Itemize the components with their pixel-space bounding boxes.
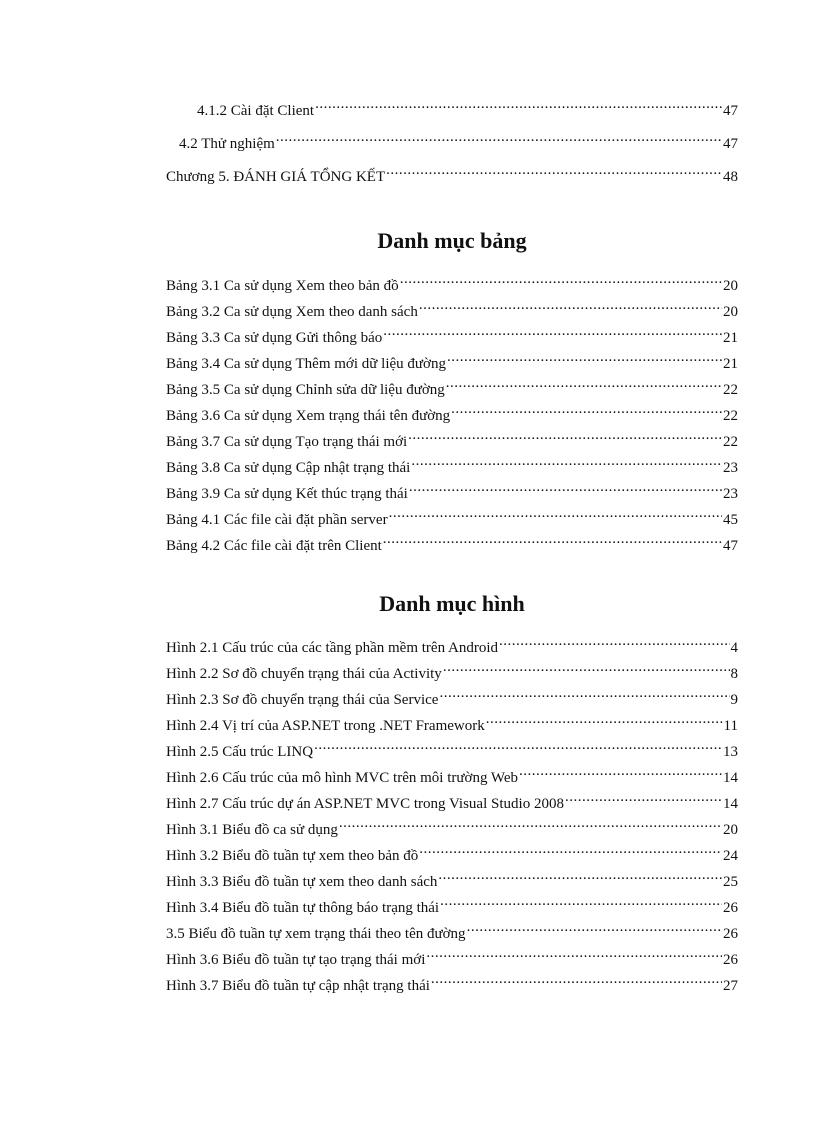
- leader-dots: [276, 126, 722, 148]
- figure-entry[interactable]: [166, 682, 738, 708]
- figure-entry-page: 24: [723, 848, 738, 864]
- figure-entry-page: 27: [723, 978, 738, 994]
- toc-entry-page: 47: [723, 103, 738, 119]
- figure-entry-label: Hình 2.1 Cấu trúc của các tầng phần mềm trên Android: [166, 640, 498, 656]
- figure-entry-page: 25: [723, 874, 738, 890]
- figure-entry-label: Hình 2.6 Cấu trúc của mô hình MVC trên môi trường Web: [166, 770, 519, 786]
- toc-entry-label: 4.1.2 Cài đặt Client: [197, 103, 315, 119]
- figure-entry-label: Hình 3.1 Biểu đồ ca sử dụng: [166, 822, 338, 838]
- leader-dots: [409, 476, 722, 498]
- leader-dots: [408, 424, 722, 446]
- leader-dots: [419, 294, 722, 316]
- table-entry-page: 21: [723, 356, 738, 372]
- figure-entry-page: 20: [723, 822, 738, 838]
- toc-entry[interactable]: [197, 93, 738, 119]
- figure-entry[interactable]: [166, 812, 738, 838]
- table-entry-page: 20: [723, 278, 738, 294]
- table-entry-label: Bảng 4.1 Các file cài đặt phần server: [166, 512, 388, 528]
- table-entry-page: 23: [723, 460, 738, 476]
- figure-entry-label: Hình 2.2 Sơ đồ chuyển trạng thái của Activity: [166, 666, 442, 682]
- leader-dots: [565, 786, 722, 808]
- table-entry-page: 22: [723, 382, 738, 398]
- leader-dots: [486, 708, 723, 730]
- figure-entry[interactable]: [166, 942, 738, 968]
- table-entry-page: 20: [723, 304, 738, 320]
- table-entry[interactable]: [166, 320, 738, 346]
- figures-section-title: Danh mục hình: [379, 591, 525, 616]
- table-entry-page: 22: [723, 434, 738, 450]
- figure-entry[interactable]: [166, 760, 738, 786]
- figure-entry-label: Hình 2.4 Vị trí của ASP.NET trong .NET Framework: [166, 718, 485, 734]
- figure-entry-page: 13: [723, 744, 738, 760]
- toc-entry-page: 48: [723, 169, 738, 185]
- table-entry-page: 23: [723, 486, 738, 502]
- table-entry-page: 45: [723, 512, 738, 528]
- table-entry-label: Bảng 3.5 Ca sử dụng Chỉnh sửa dữ liệu đường: [166, 382, 445, 398]
- figure-entry-page: 4: [730, 640, 738, 656]
- table-entry-label: Bảng 3.3 Ca sử dụng Gửi thông báo: [166, 330, 383, 346]
- tables-section-title: Danh mục bảng: [377, 228, 527, 253]
- figure-entry-label: Hình 3.6 Biểu đồ tuần tự tạo trạng thái mới: [166, 952, 426, 968]
- leader-dots: [314, 734, 722, 756]
- leader-dots: [440, 890, 722, 912]
- figure-entry-page: 14: [723, 770, 738, 786]
- table-entry[interactable]: [166, 372, 738, 398]
- table-entry-page: 47: [723, 538, 738, 554]
- toc-entry-page: 47: [723, 136, 738, 152]
- leader-dots: [383, 528, 722, 550]
- figure-entry[interactable]: [166, 968, 738, 994]
- table-entry-label: Bảng 3.6 Ca sử dụng Xem trạng thái tên đường: [166, 408, 451, 424]
- toc-entry[interactable]: [166, 159, 738, 185]
- figure-entry[interactable]: [166, 734, 738, 760]
- figure-entry[interactable]: [166, 656, 738, 682]
- figure-entry-page: 11: [723, 718, 738, 734]
- leader-dots: [389, 502, 722, 524]
- table-entry[interactable]: [166, 346, 738, 372]
- table-entry-page: 21: [723, 330, 738, 346]
- figure-entry-label: Hình 3.4 Biểu đồ tuần tự thông báo trạng thái: [166, 900, 440, 916]
- figure-entry-page: 26: [723, 952, 738, 968]
- leader-dots: [467, 916, 722, 938]
- figure-entry-page: 9: [730, 692, 738, 708]
- figure-entry[interactable]: [166, 916, 738, 942]
- figure-entry[interactable]: [166, 708, 738, 734]
- table-entry[interactable]: [166, 294, 738, 320]
- leader-dots: [339, 812, 722, 834]
- figure-entry-label: Hình 3.7 Biểu đồ tuần tự cập nhật trạng thái: [166, 978, 430, 994]
- table-entry[interactable]: [166, 398, 738, 424]
- figure-entry[interactable]: [166, 630, 738, 656]
- figure-entry-label: 3.5 Biểu đồ tuần tự xem trạng thái theo tên đường: [166, 926, 466, 942]
- figure-entry-page: 8: [730, 666, 738, 682]
- leader-dots: [447, 346, 722, 368]
- leader-dots: [451, 398, 722, 420]
- figure-entry[interactable]: [166, 838, 738, 864]
- figure-entry-page: 26: [723, 926, 738, 942]
- table-entry-label: Bảng 4.2 Các file cài đặt trên Client: [166, 538, 382, 554]
- figure-entry[interactable]: [166, 864, 738, 890]
- leader-dots: [419, 838, 722, 860]
- leader-dots: [315, 93, 722, 115]
- table-entry-label: Bảng 3.2 Ca sử dụng Xem theo danh sách: [166, 304, 418, 320]
- figure-entry[interactable]: [166, 890, 738, 916]
- table-entry-page: 22: [723, 408, 738, 424]
- table-entry-label: Bảng 3.1 Ca sử dụng Xem theo bản đồ: [166, 278, 399, 294]
- toc-entry[interactable]: [179, 126, 738, 152]
- leader-dots: [400, 268, 722, 290]
- leader-dots: [446, 372, 722, 394]
- leader-dots: [431, 968, 722, 990]
- figure-entry-page: 14: [723, 796, 738, 812]
- leader-dots: [386, 159, 722, 181]
- table-entry-label: Bảng 3.8 Ca sử dụng Cập nhật trạng thái: [166, 460, 411, 476]
- figure-entry-label: Hình 2.7 Cấu trúc dự án ASP.NET MVC trong Visual Studio 2008: [166, 796, 564, 812]
- table-entry[interactable]: [166, 502, 738, 528]
- table-entry[interactable]: [166, 450, 738, 476]
- toc-entry-label: 4.2 Thử nghiệm: [179, 136, 275, 152]
- leader-dots: [499, 630, 730, 652]
- toc-entry-label: Chương 5. ĐÁNH GIÁ TỔNG KẾT: [166, 169, 386, 185]
- leader-dots: [411, 450, 722, 472]
- leader-dots: [519, 760, 722, 782]
- leader-dots: [443, 656, 730, 678]
- table-entry[interactable]: [166, 476, 738, 502]
- table-entry[interactable]: [166, 268, 738, 294]
- table-entry[interactable]: [166, 424, 738, 450]
- leader-dots: [426, 942, 722, 964]
- figure-entry[interactable]: [166, 786, 738, 812]
- figure-entry-label: Hình 2.5 Cấu trúc LINQ: [166, 744, 314, 760]
- figure-entry-page: 26: [723, 900, 738, 916]
- leader-dots: [383, 320, 722, 342]
- figure-entry-label: Hình 2.3 Sơ đồ chuyển trạng thái của Service: [166, 692, 439, 708]
- table-entry-label: Bảng 3.4 Ca sử dụng Thêm mới dữ liệu đường: [166, 356, 446, 372]
- table-entry-label: Bảng 3.7 Ca sử dụng Tạo trạng thái mới: [166, 434, 408, 450]
- table-entry[interactable]: [166, 528, 738, 554]
- figure-entry-label: Hình 3.2 Biểu đồ tuần tự xem theo bản đồ: [166, 848, 419, 864]
- leader-dots: [439, 682, 729, 704]
- table-entry-label: Bảng 3.9 Ca sử dụng Kết thúc trạng thái: [166, 486, 408, 502]
- leader-dots: [438, 864, 722, 886]
- figure-entry-label: Hình 3.3 Biểu đồ tuần tự xem theo danh sách: [166, 874, 438, 890]
